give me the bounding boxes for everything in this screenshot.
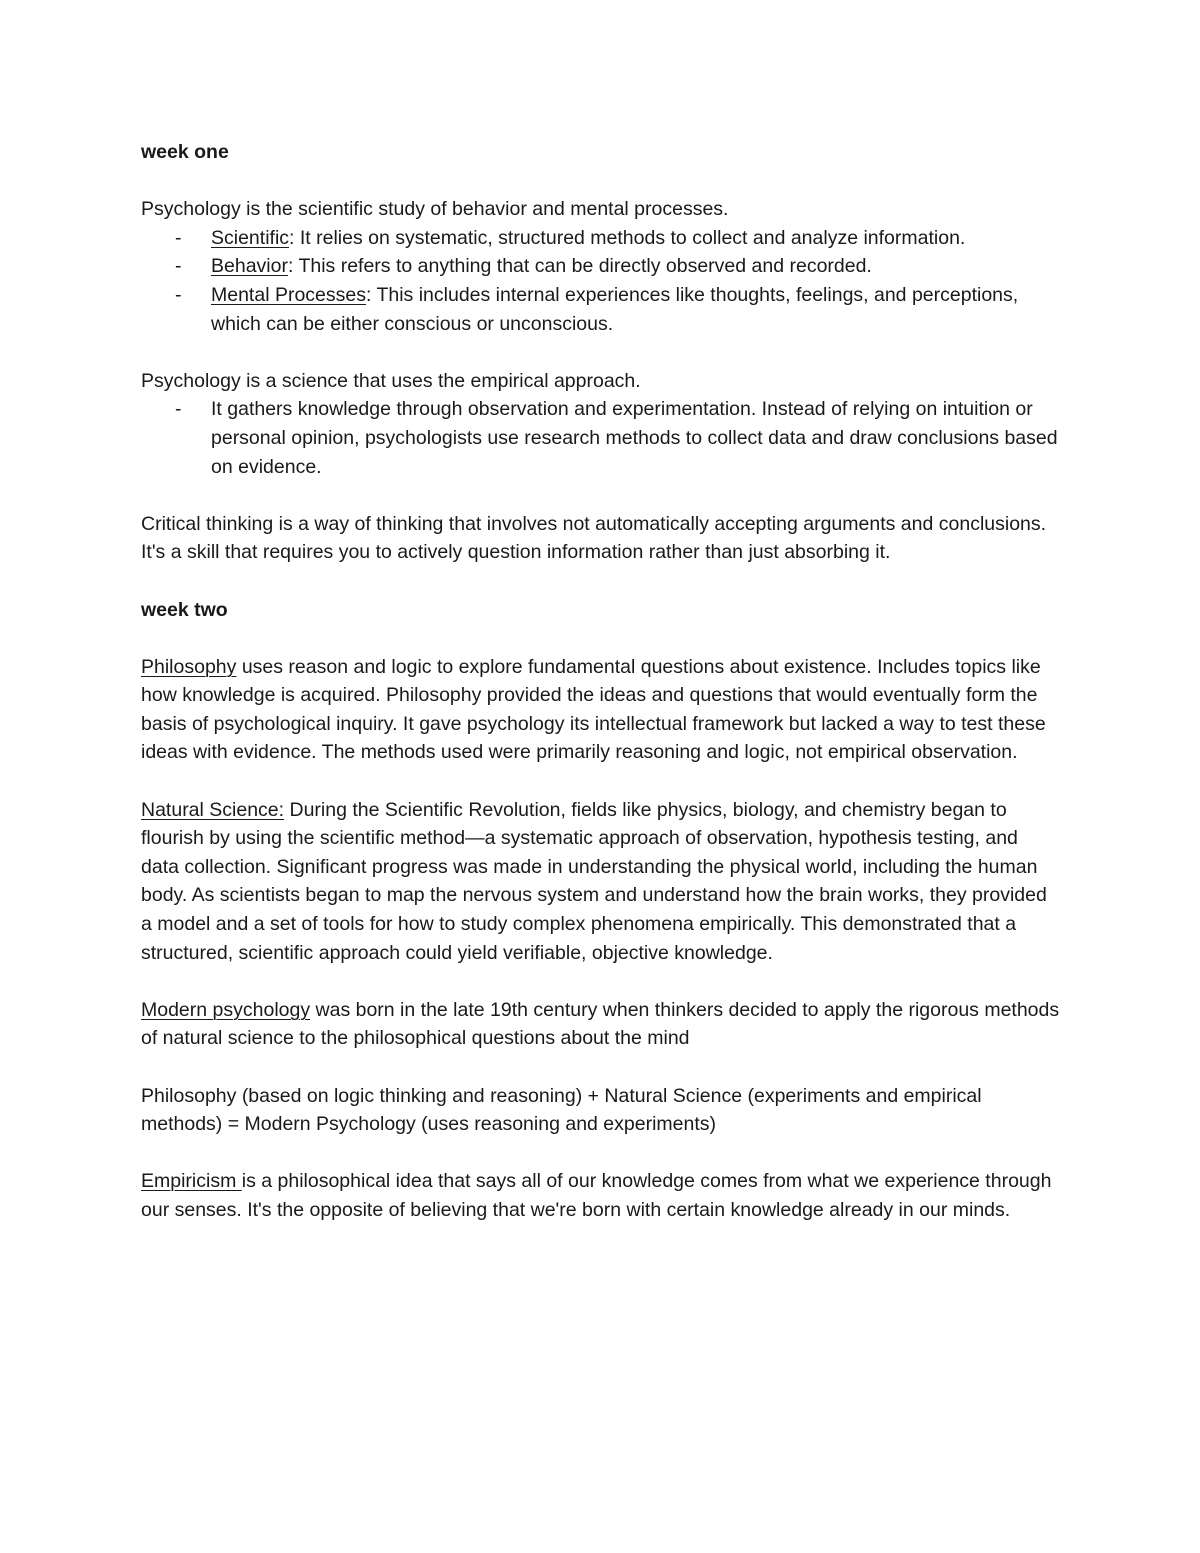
week-one-heading: week one [141,141,229,163]
term-scientific: Scientific [211,226,290,249]
term-behavior: Behavior [211,255,288,278]
empiricism-text: is a philosophical idea that says all of our knowledge comes from what we experience through our senses. It's the opposite of believing that we're born with certain knowledge already in our minds. [141,1170,1052,1221]
bullet-dash: - [175,255,182,278]
bullet-dash: - [175,398,182,421]
philosophy-text: uses reason and logic to explore fundamental questions about existence. Includes topics like how knowledge is acquired. Philosophy provided the ideas and questions that would eventually form the basis of psychological inquiry. It gave psychology its intellectual framework but lacked a way to test these ideas with evidence. The methods used were primarily reasoning and logic, not empirical observation. [141,655,1046,764]
philosophy-paragraph [141,653,1061,767]
spacer [141,967,1061,996]
spacer [141,767,1061,796]
spacer [141,338,1061,367]
list-item [141,252,1061,281]
term-behavior-text: : This refers to anything that can be directly observed and recorded. [287,255,872,278]
spacer [141,167,1061,196]
critical-thinking-paragraph: Critical thinking is a way of thinking that involves not automatically accepting arguments and conclusions. It's a skill that requires you to actively question information rather than just absorbing it. [141,512,1047,564]
document-page [141,138,1061,1225]
spacer [141,567,1061,596]
week-two-heading: week two [141,598,228,621]
term-empiricism: Empiricism [141,1170,242,1193]
list-item [141,281,1061,338]
term-mental-processes-text: : This includes internal experiences like thoughts, feelings, and perceptions, which can be either conscious or unconscious. [211,283,1019,335]
list-item [141,224,1061,253]
empirical-approach-intro: Psychology is a science that uses the empirical approach. [141,369,641,392]
natural-science-paragraph [141,796,1061,968]
spacer [141,481,1061,510]
spacer [141,624,1061,653]
bullet-dash: - [175,226,182,249]
modern-psychology-paragraph [141,996,1061,1053]
term-mental-processes: Mental Processes [211,283,366,306]
empiricism-paragraph [141,1167,1061,1224]
term-natural-science: Natural Science: [141,798,285,821]
empirical-bullet-list [141,395,1061,481]
spacer [141,1053,1061,1082]
term-modern-psychology: Modern psychology [141,998,311,1021]
list-item [141,395,1061,481]
natural-science-text: During the Scientific Revolution, fields like physics, biology, and chemistry began to flourish by using the scientific method—a systematic approach of observation, hypothesis testing, and data collection. Significant progress was made in understanding the physical world, including the human body. As scientists began to map the nervous system and understand how the brain works, they provided a model and a set of tools for how to study complex phenomena empirically. This demonstrated that a structured, scientific approach could yield verifiable, objective knowledge. [141,798,1047,964]
psychology-definition: Psychology is the scientific study of behavior and mental processes. [141,198,729,221]
equation-paragraph: Philosophy (based on logic thinking and reasoning) + Natural Science (experiments and empirical methods) = Modern Psychology (uses reasoning and experiments) [141,1084,982,1136]
term-scientific-text: : It relies on systematic, structured methods to collect and analyze information. [289,226,966,249]
modern-psychology-text: was born in the late 19th century when thinkers decided to apply the rigorous methods of natural science to the philosophical questions about the mind [141,998,1060,1050]
spacer [141,1139,1061,1168]
term-philosophy: Philosophy [141,655,237,678]
empirical-bullet-text: It gathers knowledge through observation and experimentation. Instead of relying on intuition or personal opinion, psychologists use research methods to collect data and draw conclusions based on evidence. [211,398,1058,478]
bullet-dash: - [175,283,182,306]
definition-bullet-list [141,224,1061,338]
